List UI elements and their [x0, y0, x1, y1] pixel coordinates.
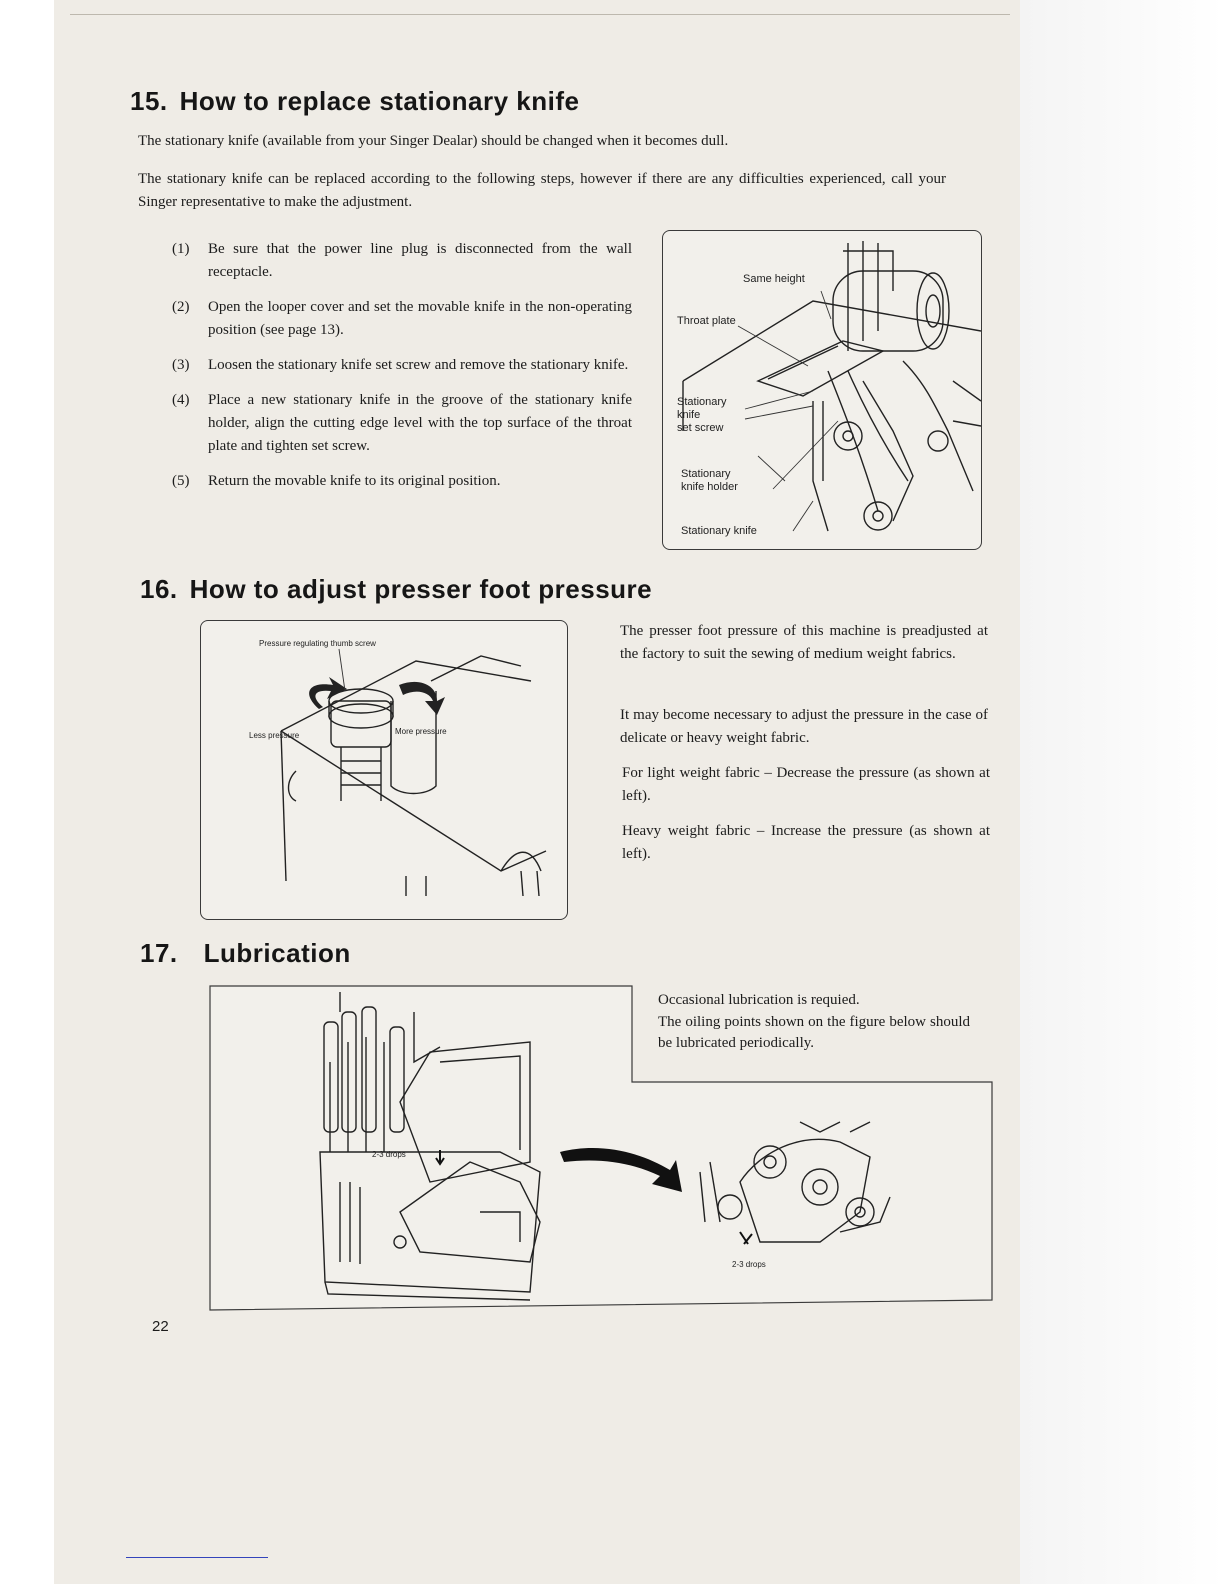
step-item: [172, 238, 632, 284]
footer-rule: [126, 1557, 268, 1558]
label-less-pressure: Less pressure: [249, 731, 300, 740]
page-number: 22: [152, 1318, 169, 1335]
step-text: Be sure that the power line plug is disconnected from the wall receptacle.: [208, 241, 632, 280]
section-17-heading: [140, 938, 351, 969]
label-thumb-screw: Pressure regulating thumb screw: [259, 639, 376, 648]
step-number: (5): [172, 473, 190, 489]
section-16-heading: [140, 574, 652, 605]
section-16-para-4: Heavy weight fabric – Increase the pressure (as shown at left).: [622, 823, 990, 862]
knife-illustration: [663, 231, 981, 549]
label-set-screw: Stationary knife set screw: [677, 396, 727, 434]
label-knife-holder: Stationary knife holder: [681, 468, 738, 493]
section-17-title: Lubrication: [203, 938, 351, 968]
pressure-illustration: [201, 621, 567, 919]
section-15-number: 15.: [130, 86, 168, 116]
pressure-figure: [200, 620, 568, 920]
step-item: [172, 389, 632, 458]
page-margin: [1020, 0, 1224, 1584]
step-number: (4): [172, 392, 190, 408]
lubrication-figure: [200, 982, 1000, 1314]
step-item: [172, 470, 632, 493]
step-text: Return the movable knife to its original position.: [208, 473, 501, 489]
knife-figure: [662, 230, 982, 550]
section-16-para-1: The presser foot pressure of this machine is preadjusted at the factory to suit the sewing of medium weight fabrics.: [620, 623, 988, 662]
step-number: (2): [172, 299, 190, 315]
section-16-para-2: It may become necessary to adjust the pressure in the case of delicate or heavy weight fabric.: [620, 707, 988, 746]
section-15-intro-1: The stationary knife (available from your Singer Dealar) should be changed when it becomes dull.: [138, 133, 729, 149]
label-more-pressure: More pressure: [395, 727, 447, 736]
step-text: Open the looper cover and set the movable knife in the non-operating position (see page 13).: [208, 299, 632, 338]
step-number: (3): [172, 357, 190, 373]
label-drops-left: 2-3 drops: [372, 1150, 406, 1159]
section-16-para-3: For light weight fabric – Decrease the pressure (as shown at left).: [622, 765, 990, 804]
section-15-heading: [130, 86, 579, 117]
section-17-para-1: Occasional lubrication is requied.: [658, 992, 860, 1008]
section-16-title: How to adjust presser foot pressure: [189, 574, 653, 604]
step-item: [172, 296, 632, 342]
label-drops-right: 2-3 drops: [732, 1260, 766, 1269]
label-same-height: Same height: [743, 273, 805, 285]
step-item: [172, 354, 632, 377]
step-text: Loosen the stationary knife set screw and remove the stationary knife.: [208, 357, 629, 373]
section-15-intro-2: The stationary knife can be replaced according to the following steps, however if there are any difficulties experienced, call your Singer representative to make the adjustment.: [138, 171, 946, 210]
section-17-number: 17.: [140, 938, 178, 968]
section-17-para-2: The oiling points shown on the figure below should be lubricated periodically.: [658, 1014, 970, 1051]
step-text: Place a new stationary knife in the groove of the stationary knife holder, align the cutting edge level with the top surface of the throat plate and tighten set screw.: [208, 392, 632, 454]
section-16-number: 16.: [140, 574, 178, 604]
section-15-steps: [172, 238, 632, 505]
label-throat-plate: Throat plate: [677, 315, 736, 327]
step-number: (1): [172, 241, 190, 257]
section-15-title: How to replace stationary knife: [179, 86, 580, 116]
top-rule: [70, 14, 1010, 15]
label-stationary-knife: Stationary knife: [681, 525, 757, 537]
